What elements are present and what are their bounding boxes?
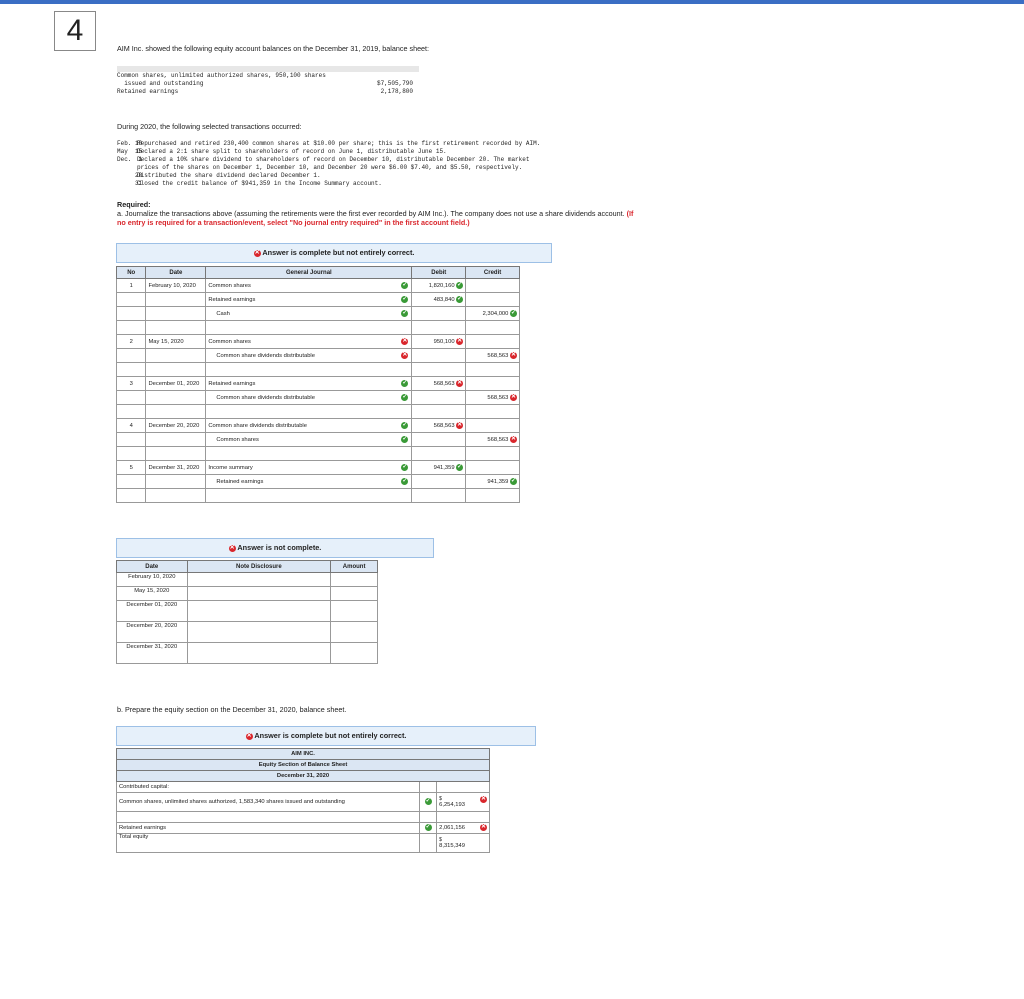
journal-blank-row [117, 363, 520, 377]
total-equity-input[interactable] [437, 834, 490, 853]
common-shares-input[interactable] [437, 793, 490, 812]
journal-debit-input[interactable] [412, 377, 466, 391]
note-disclosure-input[interactable] [187, 587, 331, 601]
journal-date-cell[interactable] [146, 307, 206, 321]
contributed-capital-label: Contributed capital: [117, 782, 420, 793]
check-icon: ✓ [402, 422, 408, 428]
note-row [117, 573, 378, 587]
journal-blank-cell[interactable] [412, 321, 466, 335]
transaction-date: 20 [117, 172, 143, 179]
journal-debit-value: 483,840 [433, 297, 455, 304]
journal-account-name: Retained earnings [208, 380, 256, 387]
dollar-sign: $ [439, 836, 442, 843]
journal-account-name: Common shares [216, 436, 259, 443]
journal-date-cell[interactable] [146, 475, 206, 489]
equity-banner-text: Answer is complete but not entirely correct. [254, 731, 407, 740]
journal-banner-text: Answer is complete but not entirely correct. [262, 248, 415, 257]
journal-debit-value: 568,563 [433, 423, 455, 430]
note-amount-input[interactable] [331, 573, 378, 587]
journal-account-name: Common share dividends distributable [208, 422, 307, 429]
notes-status-banner [116, 538, 434, 558]
journal-row [117, 377, 520, 391]
journal-debit-value: 950,100 [433, 339, 455, 346]
journal-entry-number-empty [117, 433, 146, 447]
journal-credit-input[interactable] [466, 293, 520, 307]
journal-account-name: Common share dividends distributable [216, 394, 315, 401]
journal-entry-number: 1 [117, 279, 146, 293]
error-icon: ✕ [457, 337, 463, 344]
note-amount-input[interactable] [331, 622, 378, 643]
journal-credit-input[interactable] [466, 279, 520, 293]
required-label: Required: [117, 200, 151, 209]
journal-blank-cell [117, 321, 146, 335]
check-icon: ✓ [402, 296, 408, 302]
balance-label: issued and outstanding [117, 80, 204, 87]
journal-debit-value: 568,563 [433, 381, 455, 388]
check-icon: ✓ [402, 282, 408, 288]
journal-credit-input[interactable] [466, 391, 520, 405]
journal-entry-number-empty [117, 391, 146, 405]
journal-credit-input[interactable] [466, 335, 520, 349]
part-a-note: (If no entry is required for a transaction/event, select "No journal entry required" in the first account field.) [117, 209, 634, 227]
journal-blank-cell[interactable] [466, 447, 520, 461]
question-number: 4 [54, 11, 96, 51]
check-icon: ✓ [457, 463, 463, 470]
notes-disclosure-header: Note Disclosure [187, 561, 331, 573]
journal-account-name: Cash [216, 310, 230, 317]
journal-blank-cell [146, 447, 206, 461]
journal-blank-cell [146, 321, 206, 335]
journal-account-name: Common share dividends distributable [216, 352, 315, 359]
check-icon: ✓ [457, 281, 463, 288]
balance-row [117, 88, 419, 96]
transaction-date: Dec. 1 [117, 156, 143, 163]
balance-sheet-excerpt [117, 66, 419, 100]
journal-blank-row [117, 405, 520, 419]
journal-account-select[interactable] [206, 307, 412, 321]
journal-date-cell[interactable] [146, 349, 206, 363]
note-amount-input[interactable] [331, 587, 378, 601]
journal-account-select[interactable] [206, 279, 412, 293]
journal-entry-number: 5 [117, 461, 146, 475]
balance-row [117, 80, 419, 88]
journal-entry-number: 3 [117, 377, 146, 391]
dollar-sign: $ [439, 795, 442, 802]
journal-credit-input[interactable] [466, 349, 520, 363]
note-row [117, 622, 378, 643]
error-icon: ✕ [457, 421, 463, 428]
top-accent-bar [0, 0, 1024, 4]
journal-row [117, 391, 520, 405]
journal-date-cell[interactable] [146, 391, 206, 405]
journal-blank-cell [117, 489, 146, 503]
balance-row [117, 72, 419, 80]
journal-date-cell[interactable]: December 20, 2020 [146, 419, 206, 433]
equity-title: Equity Section of Balance Sheet [117, 760, 490, 771]
check-icon: ✓ [402, 380, 408, 386]
journal-debit-input[interactable] [412, 461, 466, 475]
journal-blank-cell[interactable] [412, 447, 466, 461]
balance-value: 2,178,800 [380, 88, 413, 95]
check-icon: ✓ [510, 477, 517, 484]
note-row [117, 601, 378, 622]
retained-earnings-input[interactable] [437, 823, 490, 834]
transaction-row [117, 148, 677, 156]
journal-entry-number: 4 [117, 419, 146, 433]
journal-credit-input[interactable] [466, 377, 520, 391]
journal-credit-input[interactable] [466, 307, 520, 321]
journal-blank-cell[interactable] [466, 489, 520, 503]
journal-row [117, 293, 520, 307]
journal-entry-number-empty [117, 475, 146, 489]
note-disclosure-input[interactable] [187, 622, 331, 643]
journal-debit-input[interactable] [412, 419, 466, 433]
note-disclosure-input[interactable] [187, 601, 331, 622]
error-icon: ✕ [246, 732, 252, 739]
common-shares-label: Common shares, unlimited shares authorized, 1,583,340 shares issued and outstanding [117, 793, 420, 812]
journal-credit-value: 2,304,000 [482, 311, 509, 318]
journal-debit-input[interactable] [412, 475, 466, 489]
journal-table [116, 266, 520, 503]
note-row [117, 587, 378, 601]
part-b-text: b. Prepare the equity section on the December 31, 2020, balance sheet. [117, 705, 347, 714]
journal-blank-cell[interactable] [206, 321, 412, 335]
journal-account-name: Income summary [208, 464, 253, 471]
journal-entry-number: 2 [117, 335, 146, 349]
check-icon: ✓ [510, 309, 517, 316]
journal-debit-input[interactable] [412, 335, 466, 349]
journal-status-banner [116, 243, 552, 263]
journal-blank-cell[interactable] [466, 405, 520, 419]
journal-blank-cell [146, 489, 206, 503]
journal-entry-number-empty [117, 293, 146, 307]
journal-blank-cell [146, 363, 206, 377]
part-a-instructions [117, 209, 637, 227]
journal-date-cell[interactable]: December 01, 2020 [146, 377, 206, 391]
transaction-text: Distributed the share dividend declared December 1. [137, 172, 321, 179]
total-equity-label: Total equity [117, 834, 420, 853]
retained-earnings-value: 2,061,156 [439, 825, 465, 831]
balance-label: Common shares, unlimited authorized shares, 950,100 shares [117, 72, 326, 79]
journal-account-select[interactable] [206, 391, 412, 405]
common-shares-value: 6,254,193 [439, 801, 465, 808]
note-date: December 01, 2020 [117, 601, 188, 622]
journal-date-cell[interactable] [146, 293, 206, 307]
error-icon: ✕ [457, 379, 463, 386]
journal-debit-input[interactable] [412, 433, 466, 447]
journal-date-cell[interactable]: February 10, 2020 [146, 279, 206, 293]
transaction-date: 31 [117, 180, 143, 187]
journal-blank-cell[interactable] [412, 405, 466, 419]
transaction-text: Declared a 2:1 share split to shareholders of record on June 1, distributable June 15. [137, 148, 447, 155]
during-text: During 2020, the following selected transactions occurred: [117, 122, 302, 131]
error-icon: ✕ [480, 824, 487, 830]
journal-account-select[interactable] [206, 335, 412, 349]
notes-amount-header: Amount [331, 561, 378, 573]
journal-blank-cell[interactable] [412, 489, 466, 503]
journal-row [117, 307, 520, 321]
journal-blank-row [117, 321, 520, 335]
journal-blank-cell [117, 363, 146, 377]
journal-date-cell[interactable]: May 15, 2020 [146, 335, 206, 349]
journal-row [117, 279, 520, 293]
journal-account-select[interactable] [206, 293, 412, 307]
journal-blank-cell[interactable] [466, 321, 520, 335]
journal-blank-cell[interactable] [206, 447, 412, 461]
notes-date-header: Date [117, 561, 188, 573]
journal-account-name: Common shares [208, 338, 251, 345]
error-icon: ✕ [480, 796, 487, 802]
note-amount-input[interactable] [331, 643, 378, 664]
journal-blank-cell[interactable] [466, 363, 520, 377]
error-icon: ✕ [510, 351, 517, 358]
transaction-row [117, 164, 677, 172]
transaction-row [117, 156, 677, 164]
journal-blank-cell[interactable] [412, 363, 466, 377]
notes-banner-text: Answer is not complete. [237, 543, 322, 552]
journal-account-name: Retained earnings [208, 296, 256, 303]
journal-blank-cell [117, 405, 146, 419]
journal-account-name: Retained earnings [216, 478, 264, 485]
journal-debit-value: 941,359 [433, 465, 455, 472]
note-date: May 15, 2020 [117, 587, 188, 601]
check-icon: ✓ [402, 478, 408, 484]
journal-credit-input[interactable] [466, 475, 520, 489]
journal-account-select[interactable] [206, 419, 412, 433]
journal-account-select[interactable] [206, 349, 412, 363]
check-icon: ✓ [402, 310, 408, 316]
transaction-text: Closed the credit balance of $941,359 in the Income Summary account. [137, 180, 382, 187]
col-no-header: No [117, 267, 146, 279]
transaction-date: May 15 [117, 148, 143, 155]
journal-debit-input[interactable] [412, 391, 466, 405]
equity-date: December 31, 2020 [117, 771, 490, 782]
transaction-row [117, 172, 677, 180]
journal-credit-input[interactable] [466, 419, 520, 433]
col-date-header: Date [146, 267, 206, 279]
col-credit-header: Credit [466, 267, 520, 279]
note-disclosure-input[interactable] [187, 643, 331, 664]
transaction-date: Feb. 10 [117, 140, 143, 147]
transactions-list [117, 140, 677, 188]
error-icon: ✕ [510, 393, 517, 400]
journal-account-select[interactable] [206, 377, 412, 391]
transaction-row [117, 180, 677, 188]
journal-row [117, 433, 520, 447]
journal-credit-input[interactable] [466, 461, 520, 475]
journal-blank-cell[interactable] [206, 363, 412, 377]
journal-account-select[interactable] [206, 475, 412, 489]
journal-date-cell[interactable]: December 31, 2020 [146, 461, 206, 475]
journal-credit-value: 568,563 [487, 353, 509, 360]
journal-debit-input[interactable] [412, 349, 466, 363]
error-icon: ✕ [229, 544, 235, 551]
balance-value: $7,505,790 [376, 80, 413, 87]
journal-entry-number-empty [117, 349, 146, 363]
journal-blank-row [117, 489, 520, 503]
check-icon: ✓ [402, 464, 408, 470]
equity-status-banner [116, 726, 536, 746]
journal-account-name: Common shares [208, 282, 251, 289]
journal-row [117, 475, 520, 489]
check-icon: ✓ [402, 436, 408, 442]
total-equity-value: 8,315,349 [439, 842, 465, 849]
journal-debit-input[interactable] [412, 279, 466, 293]
note-disclosure-table [116, 560, 378, 664]
balance-label: Retained earnings [117, 88, 179, 95]
equity-section-table [116, 748, 490, 853]
note-amount-input[interactable] [331, 601, 378, 622]
journal-blank-cell [117, 447, 146, 461]
note-disclosure-input[interactable] [187, 573, 331, 587]
error-icon: ✕ [254, 249, 260, 256]
note-date: December 31, 2020 [117, 643, 188, 664]
journal-date-cell[interactable] [146, 433, 206, 447]
journal-credit-input[interactable] [466, 433, 520, 447]
note-date: February 10, 2020 [117, 573, 188, 587]
journal-credit-value: 941,359 [487, 479, 509, 486]
equity-company: AIM INC. [117, 749, 490, 760]
error-icon: ✕ [402, 338, 408, 344]
check-icon: ✓ [402, 394, 408, 400]
col-journal-header: General Journal [206, 267, 412, 279]
note-date: December 20, 2020 [117, 622, 188, 643]
error-icon: ✕ [510, 435, 517, 442]
journal-row [117, 335, 520, 349]
journal-account-select[interactable] [206, 433, 412, 447]
journal-entry-number-empty [117, 307, 146, 321]
journal-row [117, 419, 520, 433]
check-icon: ✓ [457, 295, 463, 302]
retained-earnings-label: Retained earnings [117, 823, 420, 834]
journal-blank-cell[interactable] [206, 489, 412, 503]
intro-text: AIM Inc. showed the following equity account balances on the December 31, 2019, balance sheet: [117, 44, 430, 53]
check-icon: ✓ [425, 824, 431, 831]
journal-row [117, 461, 520, 475]
error-icon: ✕ [402, 352, 408, 358]
journal-account-select[interactable] [206, 461, 412, 475]
journal-credit-value: 568,563 [487, 437, 509, 444]
transaction-text: Repurchased and retired 230,400 common shares at $10.00 per share; this is the first retirement recorded by AIM. [137, 140, 541, 147]
transaction-row [117, 140, 677, 148]
transaction-text: Declared a 10% share dividend to shareholders of record on December 10, distributable December 20. The market [137, 156, 530, 163]
part-a-text: a. Journalize the transactions above (assuming the retirements were the first ever recorded by AIM Inc.). The company does not use a share dividends account. [117, 209, 625, 218]
journal-row [117, 349, 520, 363]
note-row [117, 643, 378, 664]
col-debit-header: Debit [412, 267, 466, 279]
journal-credit-value: 568,563 [487, 395, 509, 402]
journal-blank-cell [146, 405, 206, 419]
journal-debit-input[interactable] [412, 293, 466, 307]
journal-debit-input[interactable] [412, 307, 466, 321]
journal-blank-row [117, 447, 520, 461]
journal-debit-value: 1,820,160 [428, 283, 455, 290]
journal-blank-cell[interactable] [206, 405, 412, 419]
check-icon: ✓ [425, 798, 431, 805]
transaction-text: prices of the shares on December 1, December 10, and December 20 were $6.00 $7.40, and $5.50, respectively. [137, 164, 523, 171]
